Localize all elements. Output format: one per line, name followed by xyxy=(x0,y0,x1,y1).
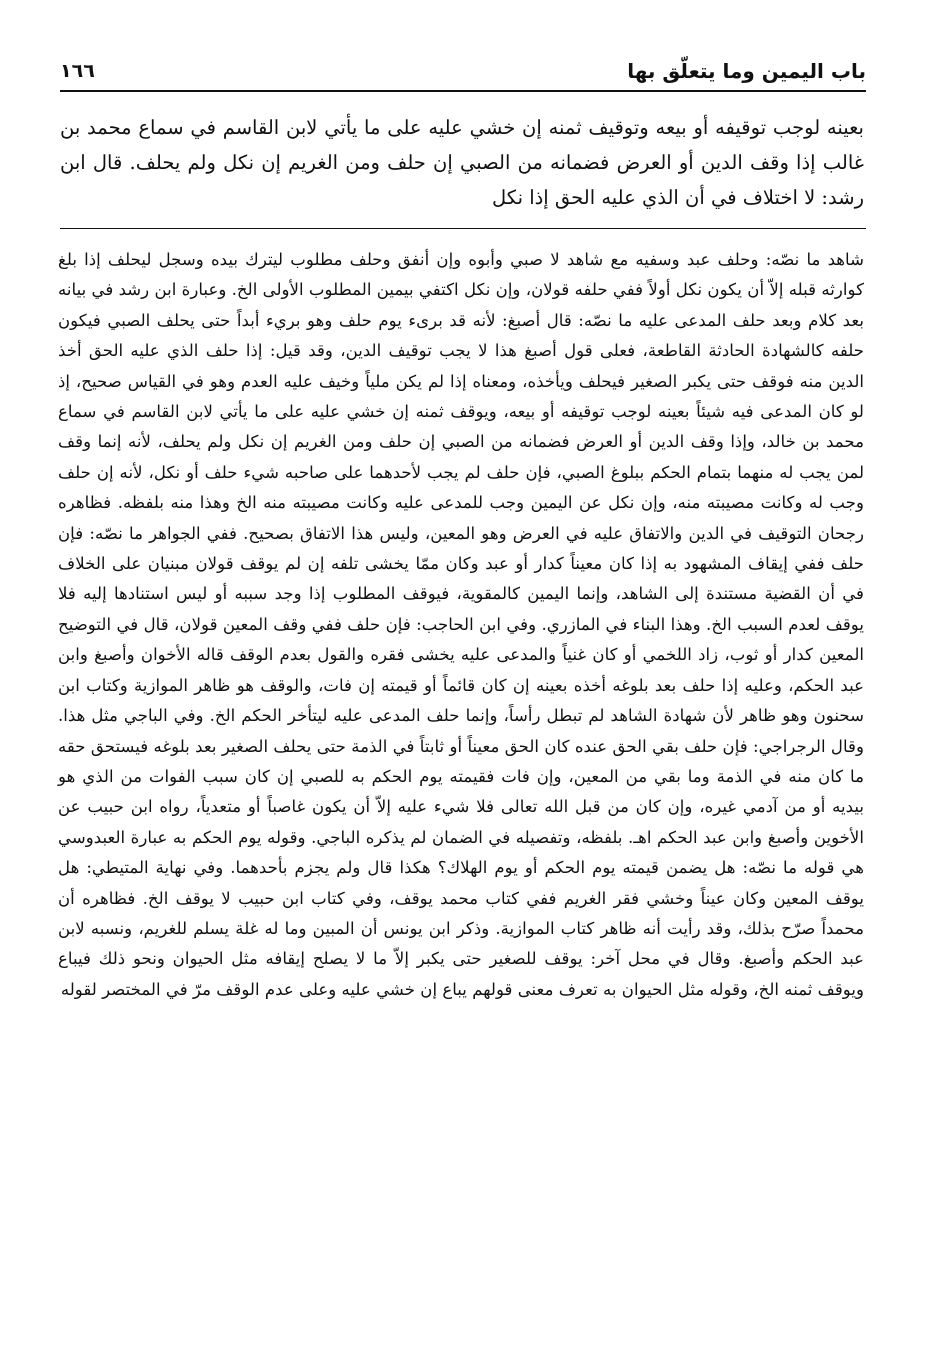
page-header xyxy=(60,52,866,92)
footnote-separator xyxy=(60,228,866,229)
footnote-block xyxy=(58,245,864,1005)
running-title: باب اليمين وما يتعلّق بها xyxy=(627,59,866,83)
main-text-block xyxy=(60,110,864,215)
main-paragraph: بعينه لوجب توقيفه أو بيعه وتوقيف ثمنه إن خشي عليه على ما يأتي لابن القاسم في سماع محمد بن غالب إذا وقف الدين أو العرض فضمانه من الصبي إن حلف ومن الغريم إن نكل ولم يحلف. قال ابن رشد: لا اختلاف في أن الذي عليه الحق إذا نكل xyxy=(60,116,864,209)
page-number: ١٦٦ xyxy=(60,60,95,82)
footnote-paragraph: شاهد ما نصّه: وحلف عبد وسفيه مع شاهد لا صبي وأبوه وإن أنفق وحلف مطلوب ليترك بيده وسجل ليحلف إذا بلغ كوارثه قبله إلاّ أن يكون نكل أولاً ففي حلفه قولان، وإن نكل اكتفي بيمين المطلوب الأولى الخ. وعبارة ابن رشد في بيانه بعد كلام وبعد حلف المدعى عليه ما نصّه: قال أصبغ: لأنه قد برىء يوم حلف وهو بريء أبداً حتى يحلف الصبي فيكون حلفه كالشهادة الحادثة القاطعة، فعلى قول أصبغ هذا لا يجب توقيف الدين، وقد قيل: إذا حلف الذي عليه الحق أخذ الدين منه فوقف حتى يكبر الصغير فيحلف ويأخذه، ومعناه إذا لم يكن ملياً وخيف عليه العدم وهو في القياس صحيح، إذ لو كان المدعى فيه شيئاً بعينه لوجب توقيفه أو بيعه، ويوقف ثمنه إن خشي عليه على ما يأتي لابن القاسم في سماع محمد بن خالد، وإذا وقف الدين أو العرض فضمانه من الصبي إن حلف ومن الغريم إن نكل ولم يحلف، لأنه إنما وقف لمن يجب له منهما بتمام الحكم ببلوغ الصبي، فإن حلف لم يجب لأحدهما على صاحبه شيء حلف أو نكل، لأنه إن حلف وجب له وكانت مصيبته منه، وإن نكل عن اليمين وجب للمدعى عليه وكانت مصيبته منه الخ وهذا منه بلفظه. فظاهره رجحان التوقيف في الدين والاتفاق عليه في العرض وهو المعين، وليس هذا الاتفاق بصحيح. ففي الجواهر ما نصّه: فإن حلف ففي إيقاف المشهود به إذا كان معيناً كدار أو عبد وكان ممّا يخشى تلفه إن لم يوقف قولان مبنيان على الخلاف في أن القضية مستندة إلى الشاهد، وإنما اليمين كالمقوية، فيوقف المطلوب إذا وجد سببه أو ليس استنادها إليه فلا يوقف لعدم السبب الخ. وهذا البناء في المازري. وفي ابن الحاجب: فإن حلف ففي وقف المعين قولان، قال في التوضيح المعين كدار أو ثوب، زاد اللخمي أو كان غنياً والمدعى عليه يخشى فقره والقول بعدم الوقف قاله الأخوان وأصبغ وابن عبد الحكم، وعليه إذا حلف بعد بلوغه أخذه بعينه إن كان قائماً أو قيمته إن فات، والوقف هو ظاهر الموازية وكتاب ابن سحنون وهو ظاهر لأن شهادة الشاهد لم تبطل رأساً، وإنما حلف المدعى عليه ليتأخر الحكم الخ. وفي الباجي مثل هذا. وقال الرجراجي: فإن حلف بقي الحق عنده كان الحق معيناً أو ثابتاً في الذمة حتى يحلف الصغير بعد بلوغه فيستحق حقه ما كان منه في الذمة وما بقي من المعين، وإن فات فقيمته يوم الحكم به للصبي إن كان سبب الفوات من الذي هو بيديه أو من آدمي غيره، وإن كان من قبل الله تعالى فلا شيء عليه إلاّ أن يكون غاصباً أو متعدياً، رواه ابن حبيب عن الأخوين وأصبغ وابن عبد الحكم اهـ. بلفظه، وتفصيله في الضمان لم يذكره الباجي. وقوله يوم الحكم به عبارة العبدوسي هي قوله ما نصّه: هل يضمن قيمته يوم الحكم أو يوم الهلاك؟ هكذا قال ولم يجزم بأحدهما. وفي نهاية المتيطي: هل يوقف المعين وكان عيناً وخشي فقر الغريم ففي كتاب محمد يوقف، وفي كتاب ابن حبيب لا يوقف الخ. فظاهره أن محمداً صرّح بذلك، وقد رأيت أنه ظاهر كتاب الموازية. وذكر ابن يونس أن المبين وما له غلة يسلم للغريم، ونسبه لابن عبد الحكم وأصبغ. وقال في محل آخر: يوقف للصغير حتى يكبر إلاّ ما لا يصلح إيقافه مثل الحيوان ونحو ذلك فيباع ويوقف ثمنه الخ، وقوله مثل الحيوان به تعرف معنى قولهم يباع إن خشي عليه وعلى عدم الوقف مرّ في المختصر لقوله xyxy=(58,250,864,999)
